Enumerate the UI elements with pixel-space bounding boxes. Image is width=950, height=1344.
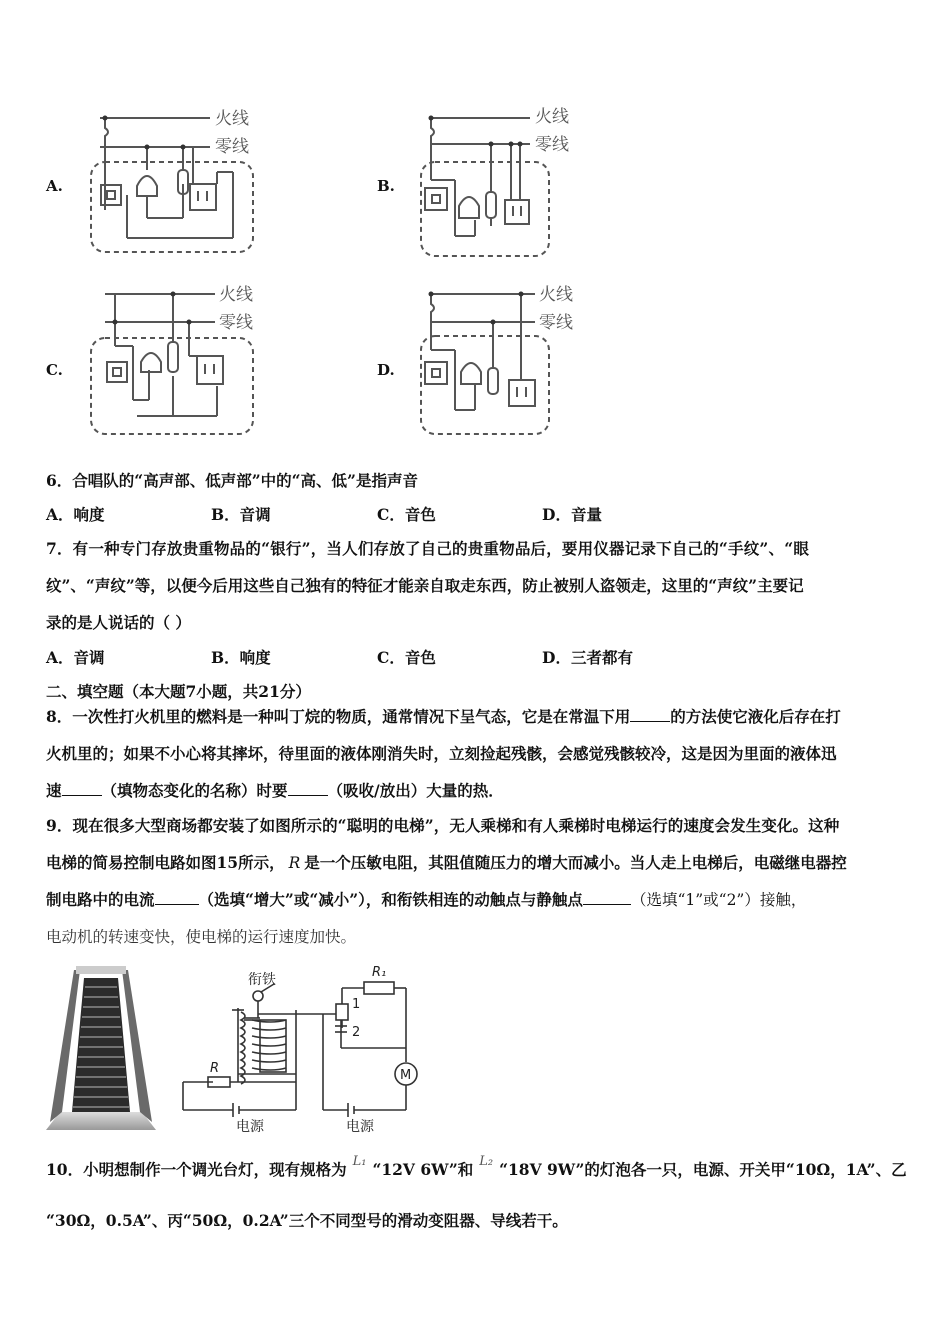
armature-label: 衔铁 bbox=[248, 972, 276, 988]
q7-line-2: 纹”、“声纹”等，以便今后用这些自己独有的特征才能亲自取走东西，防止被别人盗领走，这里的“声纹”主要记 bbox=[46, 576, 804, 595]
q10-line-1-c: “18V 9W”的灯泡各一只，电源、开关甲“10Ω，1A”、乙 bbox=[499, 1160, 907, 1179]
circuit-diagram-d bbox=[415, 280, 605, 440]
contact-2-label: 2 bbox=[352, 1025, 361, 1040]
q10-line-1-a: 10．小明想制作一个调光台灯，现有规格为 bbox=[46, 1160, 347, 1179]
q8-blank-3 bbox=[288, 795, 328, 796]
circuit-diagram-b bbox=[415, 100, 605, 260]
option-a-label: A. bbox=[46, 177, 63, 195]
q7-option-a: A．音调 bbox=[46, 648, 105, 667]
q7-option-d: D．三者都有 bbox=[542, 648, 633, 667]
q6-option-d: D．音量 bbox=[542, 505, 602, 524]
q9-line-2-a: 电梯的简易控制电路如图15所示， bbox=[46, 853, 285, 872]
live-wire-label-d: 火线 bbox=[539, 285, 573, 305]
motor-label: M bbox=[400, 1068, 412, 1083]
q6-option-b: B．音调 bbox=[211, 505, 271, 524]
q8-line-1 bbox=[46, 705, 841, 727]
option-b-label: B. bbox=[377, 177, 395, 195]
option-c-label: C. bbox=[46, 361, 63, 379]
l2-symbol: L₂ bbox=[479, 1154, 494, 1169]
q7-line-3: 录的是人说话的（ ） bbox=[46, 613, 191, 632]
q8-line-1-b: 的方法使它液化后存在打 bbox=[670, 707, 841, 726]
q9-blank-2 bbox=[583, 904, 631, 905]
q10-line-1 bbox=[46, 1154, 907, 1180]
q8-blank-1 bbox=[630, 721, 670, 722]
live-wire-label-c: 火线 bbox=[219, 285, 253, 305]
q9-line-3-c: （选填“1”或“2”）接触， bbox=[630, 891, 807, 909]
option-d-label: D. bbox=[377, 361, 395, 379]
q8-line-3 bbox=[46, 779, 504, 801]
q9-line-1: 9．现在很多大型商场都安装了如图所示的“聪明的电梯”，无人乘梯和有人乘梯时电梯运行的速度会发生变化。这种 bbox=[46, 816, 840, 835]
l1-symbol: L₁ bbox=[352, 1154, 367, 1169]
neutral-wire-label-d: 零线 bbox=[539, 313, 573, 333]
q9-line-2 bbox=[46, 851, 847, 873]
q9-line-3-a: 制电路中的电流 bbox=[46, 890, 155, 909]
neutral-wire-label-c: 零线 bbox=[219, 313, 253, 333]
live-wire-label-b: 火线 bbox=[535, 107, 569, 127]
circuit-diagram-c bbox=[85, 280, 275, 440]
q7-option-b: B．响度 bbox=[211, 648, 271, 667]
contact-1-label: 1 bbox=[352, 997, 361, 1012]
q8-line-3-c: （吸收/放出）大量的热． bbox=[327, 781, 504, 800]
power-source-right-label: 电源 bbox=[346, 1119, 374, 1135]
q9-resistor-symbol: R bbox=[288, 854, 301, 872]
q8-line-3-a: 速 bbox=[46, 781, 62, 800]
neutral-wire-label-a: 零线 bbox=[215, 137, 249, 157]
q7-line-1: 7．有一种专门存放贵重物品的“银行”，当人们存放了自己的贵重物品后，要用仪器记录下自己的“手纹”、“眼 bbox=[46, 539, 810, 558]
power-source-left-label: 电源 bbox=[236, 1119, 264, 1135]
q10-line-2: “30Ω，0.5A”、丙“50Ω，0.2A”三个不同型号的滑动变阻器、导线若干。 bbox=[46, 1211, 568, 1230]
neutral-wire-label-b: 零线 bbox=[535, 135, 569, 155]
q9-line-2-b: 是一个压敏电阻，其阻值随压力的增大而减小。当人走上电梯后，电磁继电器控 bbox=[304, 853, 847, 872]
q9-line-4: 电动机的转速变快，使电梯的运行速度加快。 bbox=[46, 928, 357, 946]
escalator-image bbox=[46, 962, 156, 1130]
q10-line-1-b: “12V 6W”和 bbox=[372, 1160, 474, 1179]
live-wire-label-a: 火线 bbox=[215, 109, 249, 129]
circuit-diagram-a bbox=[85, 100, 275, 260]
section-2-title: 二、填空题（本大题7小题，共21分） bbox=[46, 682, 311, 701]
q8-line-2: 火机里的；如果不小心将其摔坏，待里面的液体刚消失时，立刻捡起残骸，会感觉残骸较冷，这是因为里面的液体迅 bbox=[46, 744, 837, 763]
q9-blank-1 bbox=[155, 904, 199, 905]
q8-line-1-a: 8．一次性打火机里的燃料是一种叫丁烷的物质，通常情况下呈气态，它是在常温下用 bbox=[46, 707, 631, 726]
q6-stem: 6．合唱队的“高声部、低声部”中的“高、低”是指声音 bbox=[46, 471, 418, 490]
q8-line-3-b: （填物态变化的名称）时要 bbox=[101, 781, 288, 800]
q6-option-c: C．音色 bbox=[377, 505, 436, 524]
relay-circuit-diagram bbox=[178, 960, 428, 1135]
r-label: R bbox=[210, 1061, 220, 1076]
q8-blank-2 bbox=[62, 795, 102, 796]
q7-option-c: C．音色 bbox=[377, 648, 436, 667]
r1-label: R₁ bbox=[372, 965, 387, 980]
q9-line-3 bbox=[46, 888, 806, 910]
q9-line-3-b: （选填“增大”或“减小”），和衔铁相连的动触点与静触点 bbox=[198, 890, 583, 909]
q6-option-a: A．响度 bbox=[46, 505, 105, 524]
